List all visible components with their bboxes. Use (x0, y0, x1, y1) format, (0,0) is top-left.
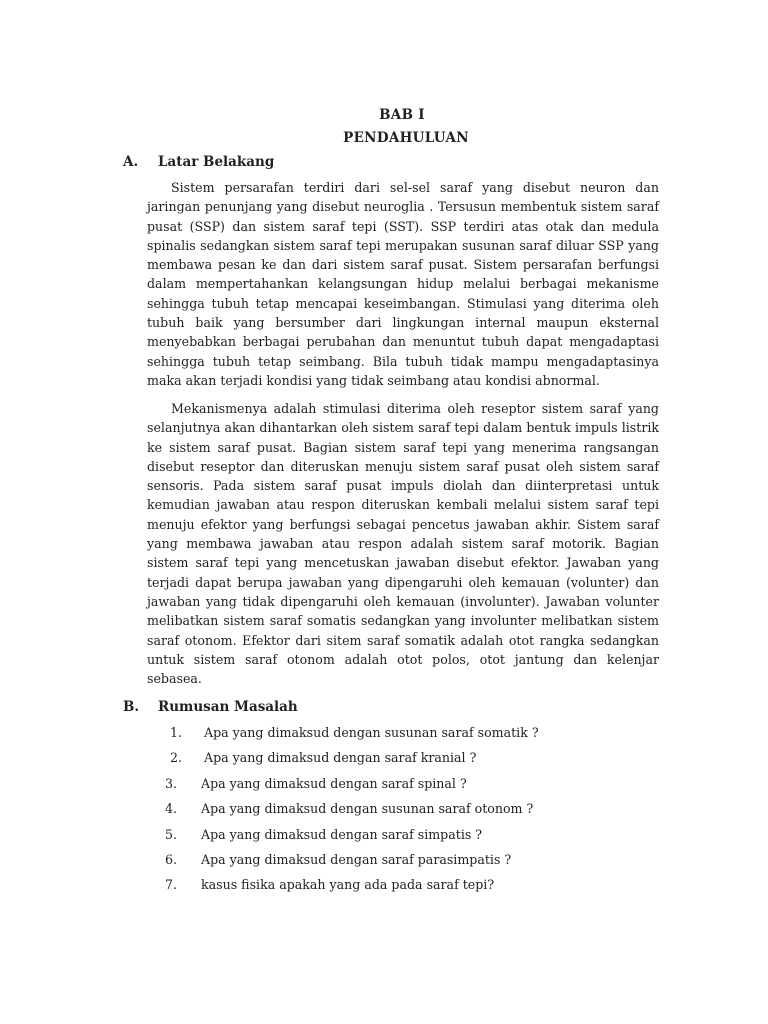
list-item (165, 723, 625, 748)
section-b-title: Rumusan Masalah (158, 699, 298, 715)
section-a-heading (123, 154, 274, 170)
list-item (165, 875, 625, 900)
list-item-text: Apa yang dimaksud dengan saraf kranial ? (204, 750, 477, 766)
chapter-number: BAB I (379, 107, 425, 123)
list-item-text: Apa yang dimaksud dengan saraf parasimpatis ? (201, 851, 512, 867)
list-item (165, 748, 625, 773)
section-a-letter: A. (123, 154, 139, 170)
background-paragraph-1: Sistem persarafan terdiri dari sel-sel saraf yang disebut neuron dan jaringan penunjang yang disebut neuroglia . Tersusun membentuk sistem saraf pusat (SSP) dan sistem saraf tepi (SST). SSP terdiri atas otak dan medula spinalis sedangkan sistem saraf tepi merupakan susunan saraf diluar SSP yang membawa pesan ke dan dari sistem saraf pusat. Sistem persarafan berfungsi dalam mempertahankan kelangsungan hidup melalui berbagai mekanisme sehingga tubuh tetap mencapai keseimbangan. Stimulasi yang diterima oleh tubuh baik yang bersumber dari lingkungan internal maupun eksternal menyebabkan berbagai perubahan dan menuntut tubuh dapat mengadaptasi sehingga tubuh tetap seimbang. Bila tubuh tidak mampu mengadaptasinya maka akan terjadi kondisi yang tidak seimbang atau kondisi abnormal. (147, 180, 659, 388)
list-item-text: Apa yang dimaksud dengan susunan saraf otonom ? (201, 801, 534, 817)
list-item (165, 825, 625, 850)
list-item-number: 5. (165, 826, 178, 842)
list-item-number: 3. (165, 775, 178, 791)
list-item-text: kasus fisika apakah yang ada pada saraf tepi? (201, 877, 495, 893)
list-item-number: 4. (165, 801, 178, 817)
list-item-number: 2. (170, 750, 183, 766)
list-item-text: Apa yang dimaksud dengan saraf spinal ? (201, 775, 467, 791)
section-b-heading (123, 699, 298, 715)
background-paragraph-2: Mekanismenya adalah stimulasi diterima oleh reseptor sistem saraf yang selanjutnya akan dihantarkan oleh sistem saraf tepi dalam bentuk impuls listrik ke sistem saraf pusat. Bagian sistem saraf tepi yang menerima rangsangan disebut reseptor dan diteruskan menuju sistem saraf pusat oleh sistem saraf sensoris. Pada sistem saraf pusat impuls diolah dan diinterpretasi untuk kemudian jawaban atau respon diteruskan kembali melalui sistem saraf tepi menuju efektor yang berfungsi sebagai pencetus jawaban akhir. Sistem saraf yang membawa jawaban atau respon adalah sistem saraf motorik. Bagian sistem saraf tepi yang mencetuskan jawaban disebut efektor. Jawaban yang terjadi dapat berupa jawaban yang dipengaruhi oleh kemauan (volunter) dan jawaban yang tidak dipengaruhi oleh kemauan (involunter). Jawaban volunter melibatkan sistem saraf somatis sedangkan yang involunter melibatkan sistem saraf otonom. Efektor dari sitem saraf somatik adalah otot rangka sedangkan untuk sistem saraf otonom adalah otot polos, otot jantung dan kelenjar sebasea. (147, 401, 659, 687)
list-item-number: 6. (165, 851, 178, 867)
list-item (165, 799, 625, 824)
list-item-text: Apa yang dimaksud dengan saraf simpatis ? (201, 826, 483, 842)
chapter-title: PENDAHULUAN (343, 130, 469, 146)
list-item-number: 1. (170, 725, 183, 740)
section-b-letter: B. (123, 699, 140, 715)
problem-list (165, 723, 625, 901)
list-item-text: Apa yang dimaksud dengan susunan saraf somatik ? (204, 725, 539, 740)
list-item (165, 774, 625, 799)
list-item (165, 850, 625, 875)
list-item-number: 7. (165, 877, 178, 893)
section-a-title: Latar Belakang (158, 154, 275, 170)
